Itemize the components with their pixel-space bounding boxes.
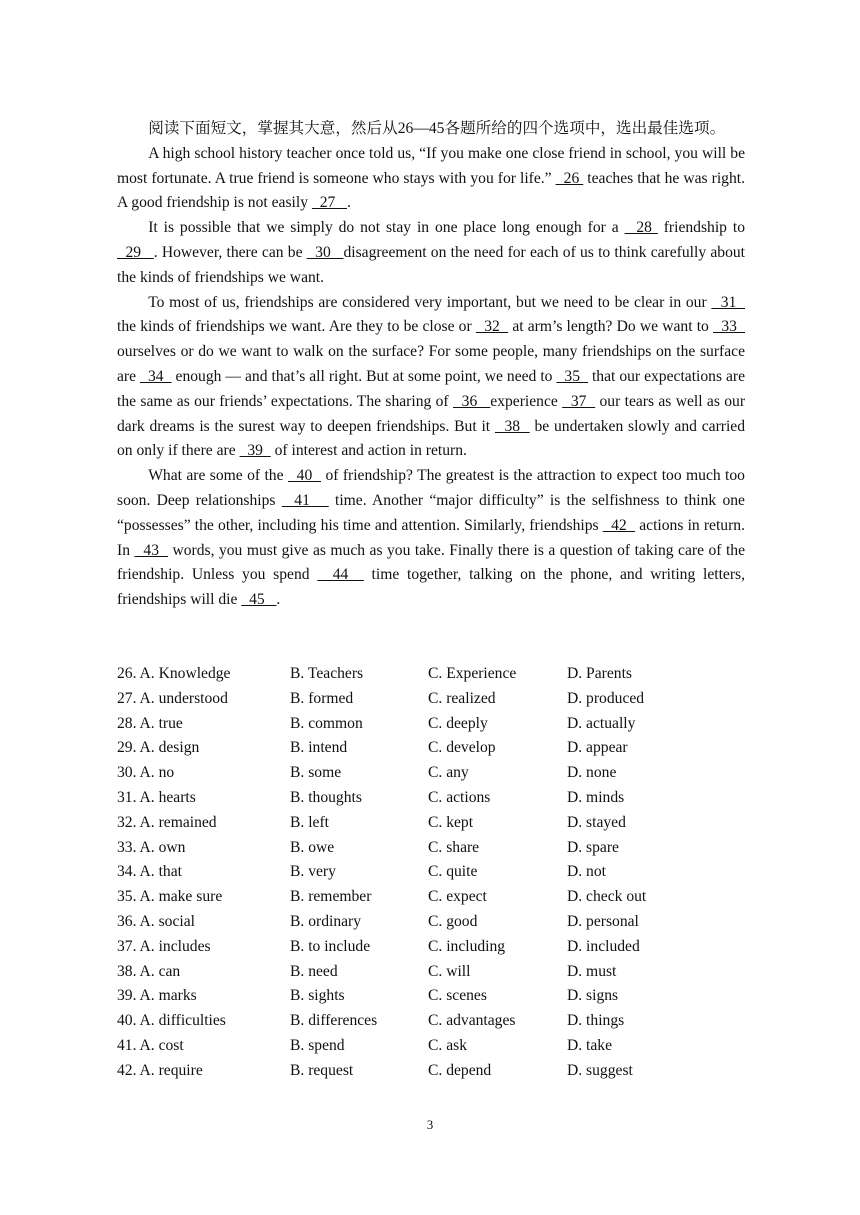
option-c: C. ask bbox=[428, 1036, 467, 1054]
passage-paragraph bbox=[117, 142, 745, 216]
option-c: C. will bbox=[428, 962, 471, 980]
paragraph-text: . bbox=[276, 591, 281, 609]
paragraph-text: It is possible that we simply do not stay in one place long enough for a bbox=[148, 219, 625, 237]
answer-blank: 40 bbox=[287, 467, 322, 485]
paragraph-text: . bbox=[347, 194, 351, 212]
question-row bbox=[117, 984, 717, 1009]
answer-blank: 42 bbox=[602, 516, 636, 534]
option-b: B. left bbox=[290, 813, 329, 831]
option-a: 38. A. can bbox=[117, 962, 181, 980]
option-d: D. suggest bbox=[567, 1061, 633, 1079]
option-b: B. spend bbox=[290, 1036, 345, 1054]
option-c: C. any bbox=[428, 764, 469, 782]
question-row bbox=[117, 935, 717, 960]
option-d: D. personal bbox=[567, 912, 639, 930]
option-a: 32. A. remained bbox=[117, 813, 217, 831]
option-c: C. depend bbox=[428, 1061, 492, 1079]
question-row bbox=[117, 836, 717, 861]
option-c: C. deeply bbox=[428, 714, 488, 732]
option-a: 42. A. require bbox=[117, 1061, 203, 1079]
paragraph-text: . However, there can be bbox=[153, 243, 307, 261]
option-a: 29. A. design bbox=[117, 739, 200, 757]
option-b: B. sights bbox=[290, 987, 345, 1005]
option-b: B. thoughts bbox=[290, 788, 362, 806]
answer-blank: 43 bbox=[134, 541, 168, 559]
option-c: C. share bbox=[428, 838, 480, 856]
passage-paragraph bbox=[117, 291, 745, 465]
option-c: C. actions bbox=[428, 788, 491, 806]
passage-paragraphs bbox=[117, 142, 745, 613]
option-d: D. signs bbox=[567, 987, 619, 1005]
paragraph-text: experience bbox=[490, 392, 563, 410]
option-b: B. request bbox=[290, 1061, 354, 1079]
question-row bbox=[117, 687, 717, 712]
option-c: C. quite bbox=[428, 863, 478, 881]
paragraph-text: be undertaken slowly and carried on only if there are bbox=[117, 417, 746, 460]
answer-blank: 44 bbox=[317, 566, 364, 584]
question-row bbox=[117, 910, 717, 935]
answer-blank: 36 bbox=[452, 392, 491, 410]
question-row bbox=[117, 1034, 717, 1059]
option-d: D. produced bbox=[567, 689, 645, 707]
answer-blank: 30 bbox=[306, 243, 344, 261]
option-d: D. check out bbox=[567, 888, 647, 906]
answer-blank: 34 bbox=[140, 367, 172, 385]
option-b: B. very bbox=[290, 863, 336, 881]
option-c: C. advantages bbox=[428, 1012, 516, 1030]
option-b: B. common bbox=[290, 714, 363, 732]
instructions: 阅读下面短文，掌握其大意，然后从26—45各题所给的四个选项中，选出最佳选项。 bbox=[148, 120, 726, 137]
paragraph-text: the kinds of friendships we want. Are they to be close or bbox=[117, 318, 476, 336]
passage-paragraph bbox=[117, 216, 745, 290]
option-b: B. remember bbox=[290, 888, 372, 906]
paragraph-text: actions in return. In bbox=[117, 516, 745, 559]
answer-blank: 28 bbox=[624, 219, 658, 237]
paragraph-text: teaches that he was right. A good friendship is not easily bbox=[117, 169, 745, 212]
answer-blank: 31 bbox=[711, 293, 745, 311]
option-b: B. to include bbox=[290, 937, 371, 955]
paragraph-text: enough — and that’s all right. But at some point, we need to bbox=[171, 367, 557, 385]
option-a: 28. A. true bbox=[117, 714, 183, 732]
option-c: C. realized bbox=[428, 689, 496, 707]
page-number: 3 bbox=[426, 1117, 434, 1132]
paragraph-text: our tears as well as our dark dreams is the surest way to deepen friendships. But it bbox=[117, 392, 746, 435]
paragraph-text: that our expectations are the same as our friends’ expectations. The sharing of bbox=[117, 367, 746, 410]
option-d: D. included bbox=[567, 937, 640, 955]
option-c: C. scenes bbox=[428, 987, 487, 1005]
question-row bbox=[117, 712, 717, 737]
option-b: B. formed bbox=[290, 689, 354, 707]
answer-blank: 32 bbox=[475, 318, 509, 336]
option-b: B. ordinary bbox=[290, 912, 362, 930]
option-b: B. intend bbox=[290, 739, 348, 757]
paragraph-text: friendship to bbox=[657, 219, 745, 237]
option-b: B. owe bbox=[290, 838, 335, 856]
paragraph-text: time together, talking on the phone, and writing letters, friendships will die bbox=[117, 566, 746, 609]
option-d: D. must bbox=[567, 962, 617, 980]
option-a: 39. A. marks bbox=[117, 987, 197, 1005]
option-a: 30. A. no bbox=[117, 764, 175, 782]
option-c: C. including bbox=[428, 937, 506, 955]
question-row bbox=[117, 811, 717, 836]
answer-blank: 38 bbox=[494, 417, 530, 435]
question-row bbox=[117, 662, 717, 687]
answer-blank: 39 bbox=[239, 442, 271, 460]
answer-blank: 37 bbox=[562, 392, 596, 410]
paragraph-text: A high school history teacher once told us, “If you make one close friend in school, you will be most fortunate. A true friend is someone who stays with you for life.” bbox=[117, 144, 745, 187]
option-a: 26. A. Knowledge bbox=[117, 665, 231, 682]
question-row bbox=[117, 885, 717, 910]
question-row bbox=[117, 736, 717, 761]
option-a: 36. A. social bbox=[117, 912, 195, 930]
option-d: D. things bbox=[567, 1012, 625, 1030]
option-c: C. Experience bbox=[428, 665, 517, 682]
option-c: C. develop bbox=[428, 739, 496, 757]
question-row bbox=[117, 860, 717, 885]
option-d: D. stayed bbox=[567, 813, 626, 831]
option-a: 37. A. includes bbox=[117, 937, 211, 955]
answer-blank: 29 bbox=[117, 243, 154, 261]
paragraph-text: ourselves or do we want to walk on the surface? For some people, many friendships on the surface are bbox=[117, 343, 745, 385]
option-b: B. differences bbox=[290, 1012, 378, 1030]
answer-blank: 35 bbox=[556, 367, 588, 385]
option-a: 33. A. own bbox=[117, 838, 186, 856]
answer-blank: 26 bbox=[555, 169, 584, 187]
paragraph-text: disagreement on the need for each of us to think carefully about the kinds of friendships we want. bbox=[117, 243, 745, 286]
passage-paragraph bbox=[117, 464, 745, 613]
passage bbox=[117, 117, 745, 613]
paragraph-text: words, you must give as much as you take. Finally there is a question of taking care of the friendship. Unless you spend bbox=[117, 541, 746, 584]
option-d: D. take bbox=[567, 1036, 613, 1054]
question-row bbox=[117, 1059, 717, 1084]
option-b: B. Teachers bbox=[290, 665, 364, 682]
answer-blank: 41 bbox=[281, 491, 329, 509]
option-a: 41. A. cost bbox=[117, 1036, 184, 1054]
paragraph-text: of friendship? The greatest is the attraction to expect too much too soon. Deep relationships bbox=[117, 467, 745, 509]
option-d: D. spare bbox=[567, 838, 619, 856]
question-row bbox=[117, 786, 717, 811]
question-row bbox=[117, 761, 717, 786]
paragraph-text: at arm’s length? Do we want to bbox=[508, 318, 714, 336]
option-d: D. none bbox=[567, 764, 617, 782]
option-d: D. minds bbox=[567, 788, 625, 806]
option-d: D. actually bbox=[567, 714, 636, 732]
option-a: 34. A. that bbox=[117, 863, 182, 881]
option-a: 40. A. difficulties bbox=[117, 1012, 226, 1030]
question-row bbox=[117, 960, 717, 985]
paragraph-text: What are some of the bbox=[148, 467, 288, 485]
option-a: 27. A. understood bbox=[117, 689, 228, 707]
option-d: D. Parents bbox=[567, 665, 632, 682]
option-d: D. appear bbox=[567, 739, 628, 757]
paragraph-text: time. Another “major difficulty” is the selfishness to think one “possesses” the other, including his time and attention. Similarly, friendships bbox=[117, 491, 745, 534]
paragraph-text: To most of us, friendships are considered very important, but we need to be clear in our bbox=[148, 293, 712, 311]
option-c: C. expect bbox=[428, 888, 487, 906]
option-c: C. good bbox=[428, 912, 478, 930]
option-b: B. some bbox=[290, 764, 342, 782]
answer-blank: 45 bbox=[241, 591, 277, 609]
option-d: D. not bbox=[567, 863, 606, 881]
paragraph-text: of interest and action in return. bbox=[270, 442, 467, 460]
answer-blank: 27 bbox=[311, 194, 348, 212]
question-options-table bbox=[117, 662, 717, 1084]
option-c: C. kept bbox=[428, 813, 474, 831]
option-a: 31. A. hearts bbox=[117, 788, 196, 806]
option-b: B. need bbox=[290, 962, 338, 980]
option-a: 35. A. make sure bbox=[117, 888, 223, 906]
answer-blank: 33 bbox=[713, 318, 746, 336]
question-row bbox=[117, 1009, 717, 1034]
